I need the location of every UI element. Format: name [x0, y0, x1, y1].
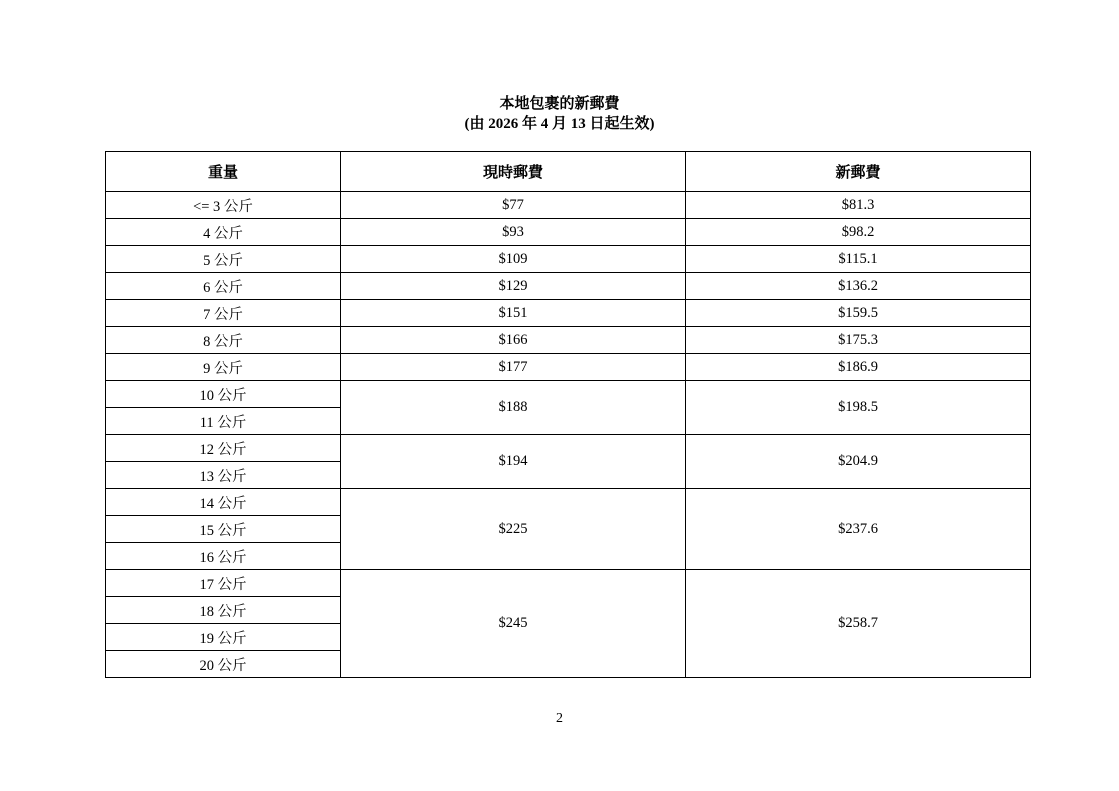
weight-cell: 10 公斤 [106, 381, 341, 408]
weight-cell: 20 公斤 [106, 651, 341, 678]
weight-cell: 9 公斤 [106, 354, 341, 381]
new-postage-cell: $198.5 [686, 381, 1031, 435]
new-postage-cell: $258.7 [686, 570, 1031, 678]
weight-cell: 15 公斤 [106, 516, 341, 543]
new-postage-cell: $81.3 [686, 192, 1031, 219]
new-postage-cell: $159.5 [686, 300, 1031, 327]
weight-cell: 11 公斤 [106, 408, 341, 435]
new-postage-cell: $136.2 [686, 273, 1031, 300]
weight-cell: 5 公斤 [106, 246, 341, 273]
table-row [106, 300, 1031, 327]
table-header-row [106, 152, 1031, 192]
table-row [106, 327, 1031, 354]
weight-cell: 6 公斤 [106, 273, 341, 300]
weight-cell: 18 公斤 [106, 597, 341, 624]
weight-cell: 4 公斤 [106, 219, 341, 246]
new-postage-cell: $237.6 [686, 489, 1031, 570]
current-postage-cell: $77 [341, 192, 686, 219]
title-line-1: 本地包裹的新郵費 [499, 96, 620, 112]
header-weight: 重量 [106, 152, 341, 192]
table-row [106, 246, 1031, 273]
table-row [106, 273, 1031, 300]
current-postage-cell: $245 [341, 570, 686, 678]
weight-cell: 19 公斤 [106, 624, 341, 651]
weight-cell: 12 公斤 [106, 435, 341, 462]
new-postage-cell: $204.9 [686, 435, 1031, 489]
current-postage-cell: $151 [341, 300, 686, 327]
current-postage-cell: $177 [341, 354, 686, 381]
table-row [106, 570, 1031, 597]
weight-cell: 7 公斤 [106, 300, 341, 327]
page-number: 2 [556, 711, 563, 726]
table-row [106, 381, 1031, 408]
weight-cell: 17 公斤 [106, 570, 341, 597]
header-current-postage: 現時郵費 [341, 152, 686, 192]
weight-cell: 14 公斤 [106, 489, 341, 516]
table-row [106, 489, 1031, 516]
weight-cell: 8 公斤 [106, 327, 341, 354]
table-row [106, 435, 1031, 462]
postage-rate-table [105, 151, 1031, 678]
current-postage-cell: $109 [341, 246, 686, 273]
current-postage-cell: $93 [341, 219, 686, 246]
weight-cell: 13 公斤 [106, 462, 341, 489]
weight-cell: 16 公斤 [106, 543, 341, 570]
current-postage-cell: $194 [341, 435, 686, 489]
current-postage-cell: $225 [341, 489, 686, 570]
new-postage-cell: $186.9 [686, 354, 1031, 381]
current-postage-cell: $188 [341, 381, 686, 435]
weight-cell: <= 3 公斤 [106, 192, 341, 219]
current-postage-cell: $129 [341, 273, 686, 300]
header-new-postage: 新郵費 [686, 152, 1031, 192]
new-postage-cell: $175.3 [686, 327, 1031, 354]
current-postage-cell: $166 [341, 327, 686, 354]
title-line-2: (由 2026 年 4 月 13 日起生效) [464, 116, 655, 132]
table-row [106, 192, 1031, 219]
new-postage-cell: $115.1 [686, 246, 1031, 273]
new-postage-cell: $98.2 [686, 219, 1031, 246]
table-row [106, 219, 1031, 246]
table-row [106, 354, 1031, 381]
document-title [0, 94, 1119, 134]
